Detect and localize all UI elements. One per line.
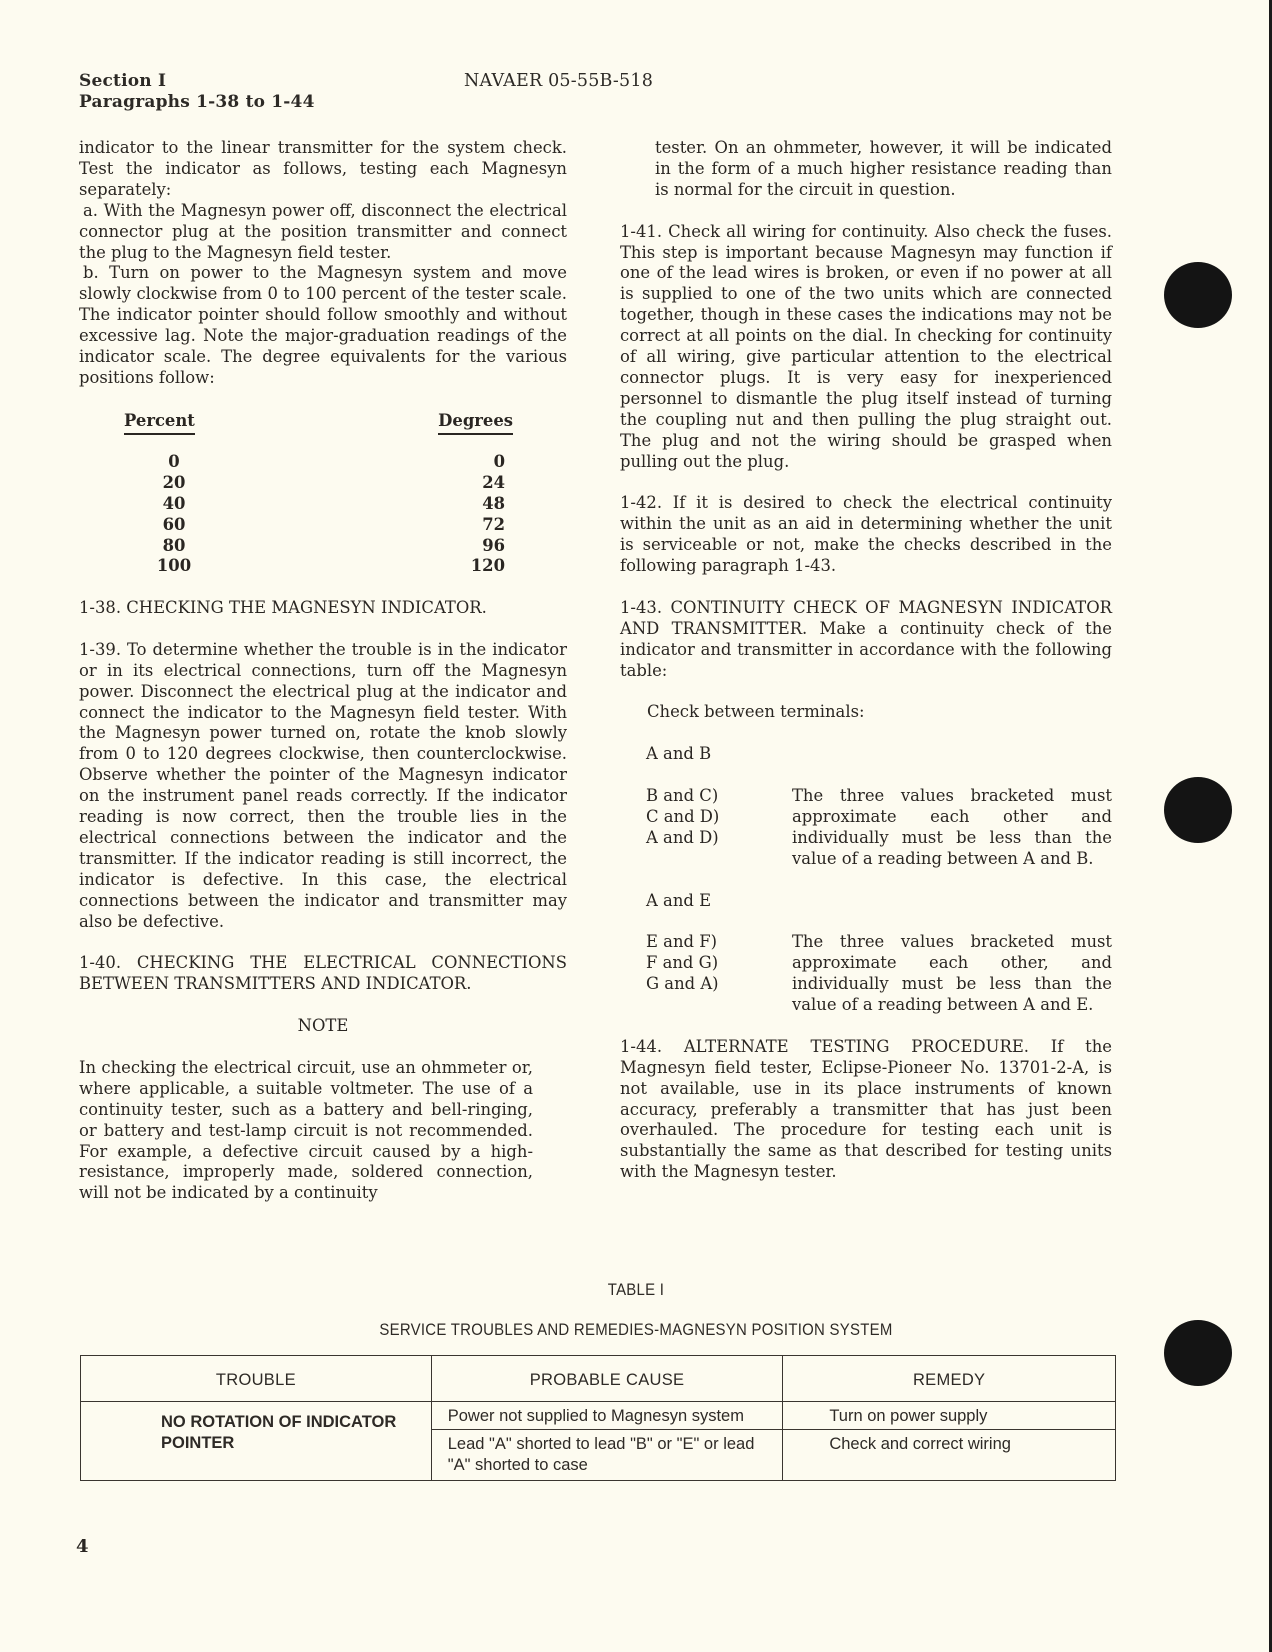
heading-1-40: 1-40. CHECKING THE ELECTRICAL CONNECTIONS BETWEEN TRANSMITTERS AND INDICATOR. [79,953,567,994]
column-header-cause: PROBABLE CAUSE [431,1356,783,1402]
percent-header: Percent [124,411,195,435]
terminal-note: The three values bracketed must approximate each other and individually must be less than the value of a reading between A and B. [792,786,1112,868]
punch-hole [1164,777,1232,843]
left-column [79,138,567,389]
cause-cell: Power not supplied to Magnesyn system [431,1402,783,1430]
check-terminals-label: Check between terminals: [647,702,865,722]
terminal-group: E and F) F and G) G and A) The three values bracketed must approximate each other, and individually must be less than the value of a reading between A and E. [646,932,1112,1015]
page-number: 4 [76,1536,89,1557]
intro-paragraph: indicator to the linear transmitter for the system check. Test the indicator as follows, testing each Magnesyn separately: [79,138,567,199]
column-header-trouble: TROUBLE [81,1356,432,1402]
table-row: 100 120 [156,556,505,576]
terminal-note: The three values bracketed must approximate each other, and individually must be less than the value of a reading between A and E. [792,932,1112,1015]
right-column [620,138,1112,1183]
terminal-pair: A and E [646,890,712,910]
note-title: NOTE [297,1016,349,1036]
left-column-lower [79,598,567,1204]
cause-cell: Lead "A" shorted to lead "B" or "E" or lead "A" shorted to case [431,1430,783,1481]
table-row: 80 96 [162,535,505,555]
table-row: 60 72 [162,514,505,534]
heading-1-38: 1-38. CHECKING THE MAGNESYN INDICATOR. [79,598,487,617]
note-text-continued: tester. On an ohmmeter, however, it will be indicated in the form of a much higher resistance reading than is normal for the circuit in question. [655,138,1112,199]
table-row [81,1402,1116,1430]
paragraph-1-41: 1-41. Check all wiring for continuity. Also check the fuses. This step is important because Magnesyn may function if one of the lead wires is broken, or even if no power at all is supplied to one of the two units which are connected together, though in these cases the indications may not be correct at all points on the dial. In checking for continuity of all wiring, give particular attention to the electrical connector plugs. It is very easy for inexperienced personnel to dismantle the plug itself instead of turning the coupling nut and then pulling the plug straight out. The plug and not the wiring should be grasped when pulling out the plug. [620,221,1112,471]
trouble-cell: NO ROTATION OF INDICATOR POINTER [81,1402,432,1481]
paragraph-1-42: 1-42. If it is desired to check the electrical continuity within the unit as an aid in determining whether the unit is serviceable or not, make the checks described in the following paragraph 1-43. [620,493,1112,576]
remedy-cell: Check and correct wiring [783,1430,1116,1481]
document-number: NAVAER 05-55B-518 [464,71,654,91]
section-label: Section I [79,71,167,91]
table-row: 20 24 [162,472,505,492]
degrees-header: Degrees [438,411,513,435]
percent-degrees-table [124,411,519,577]
table-label: TABLE I [607,1280,665,1299]
terminal-pair: A and B [646,744,712,764]
column-header-remedy: REMEDY [783,1356,1116,1402]
paragraph-1-39: 1-39. To determine whether the trouble is in the indicator or in its electrical connections, turn off the Magnesyn power. Disconnect the electrical plug at the indicator and connect the indicator to the Magnesyn field tester. With the Magnesyn power turned on, rotate the knob slowly from 0 to 120 degrees clockwise, then counterclockwise. Observe whether the pointer of the Magnesyn indicator on the instrument panel reads correctly. If the indicator reading is now correct, then the trouble lies in the electrical connections between the indicator and the transmitter. If the indicator reading is still incorrect, the indicator is defective. In this case, the electrical connections between the indicator and transmitter may also be defective. [79,639,567,931]
table-title: SERVICE TROUBLES AND REMEDIES-MAGNESYN POSITION SYSTEM [379,1320,893,1339]
paragraph-1-44: 1-44. ALTERNATE TESTING PROCEDURE. If the Magnesyn field tester, Eclipse-Pioneer No. 13701-2-A, is not available, use in its place instruments of known accuracy, preferably a transmitter that has just been overhauled. The procedure for testing each unit is substantially the same as that described for testing units with the Magnesyn tester. [620,1036,1112,1182]
paragraph-range: Paragraphs 1-38 to 1-44 [79,92,315,112]
table-row: 0 0 [168,451,505,471]
remedy-cell: Turn on power supply [783,1402,1116,1430]
step-a: a. With the Magnesyn power off, disconnect the electrical connector plug at the position transmitter and connect the plug to the Magnesyn field tester. [79,200,567,262]
service-troubles-table [80,1355,1116,1481]
punch-hole [1164,262,1232,328]
terminal-group: B and C) C and D) A and D) The three values bracketed must approximate each other and individually must be less than the value of a reading between A and B. [646,786,1112,868]
table-row: 40 48 [162,493,505,513]
paragraph-1-43: 1-43. CONTINUITY CHECK OF MAGNESYN INDICATOR AND TRANSMITTER. Make a continuity check of the indicator and transmitter in accordance with the following table: [620,597,1112,680]
step-b: b. Turn on power to the Magnesyn system and move slowly clockwise from 0 to 100 percent of the tester scale. The indicator pointer should follow smoothly and without excessive lag. Note the major-graduation readings of the indicator scale. The degree equivalents for the various positions follow: [79,263,567,387]
note-text: In checking the electrical circuit, use an ohmmeter or, where applicable, a suitable voltmeter. The use of a continuity tester, such as a battery and bell-ringing, or battery and test-lamp circuit is not recommended. For example, a defective circuit caused by a high-resistance, improperly made, soldered connection, will not be indicated by a continuity [79,1057,533,1203]
